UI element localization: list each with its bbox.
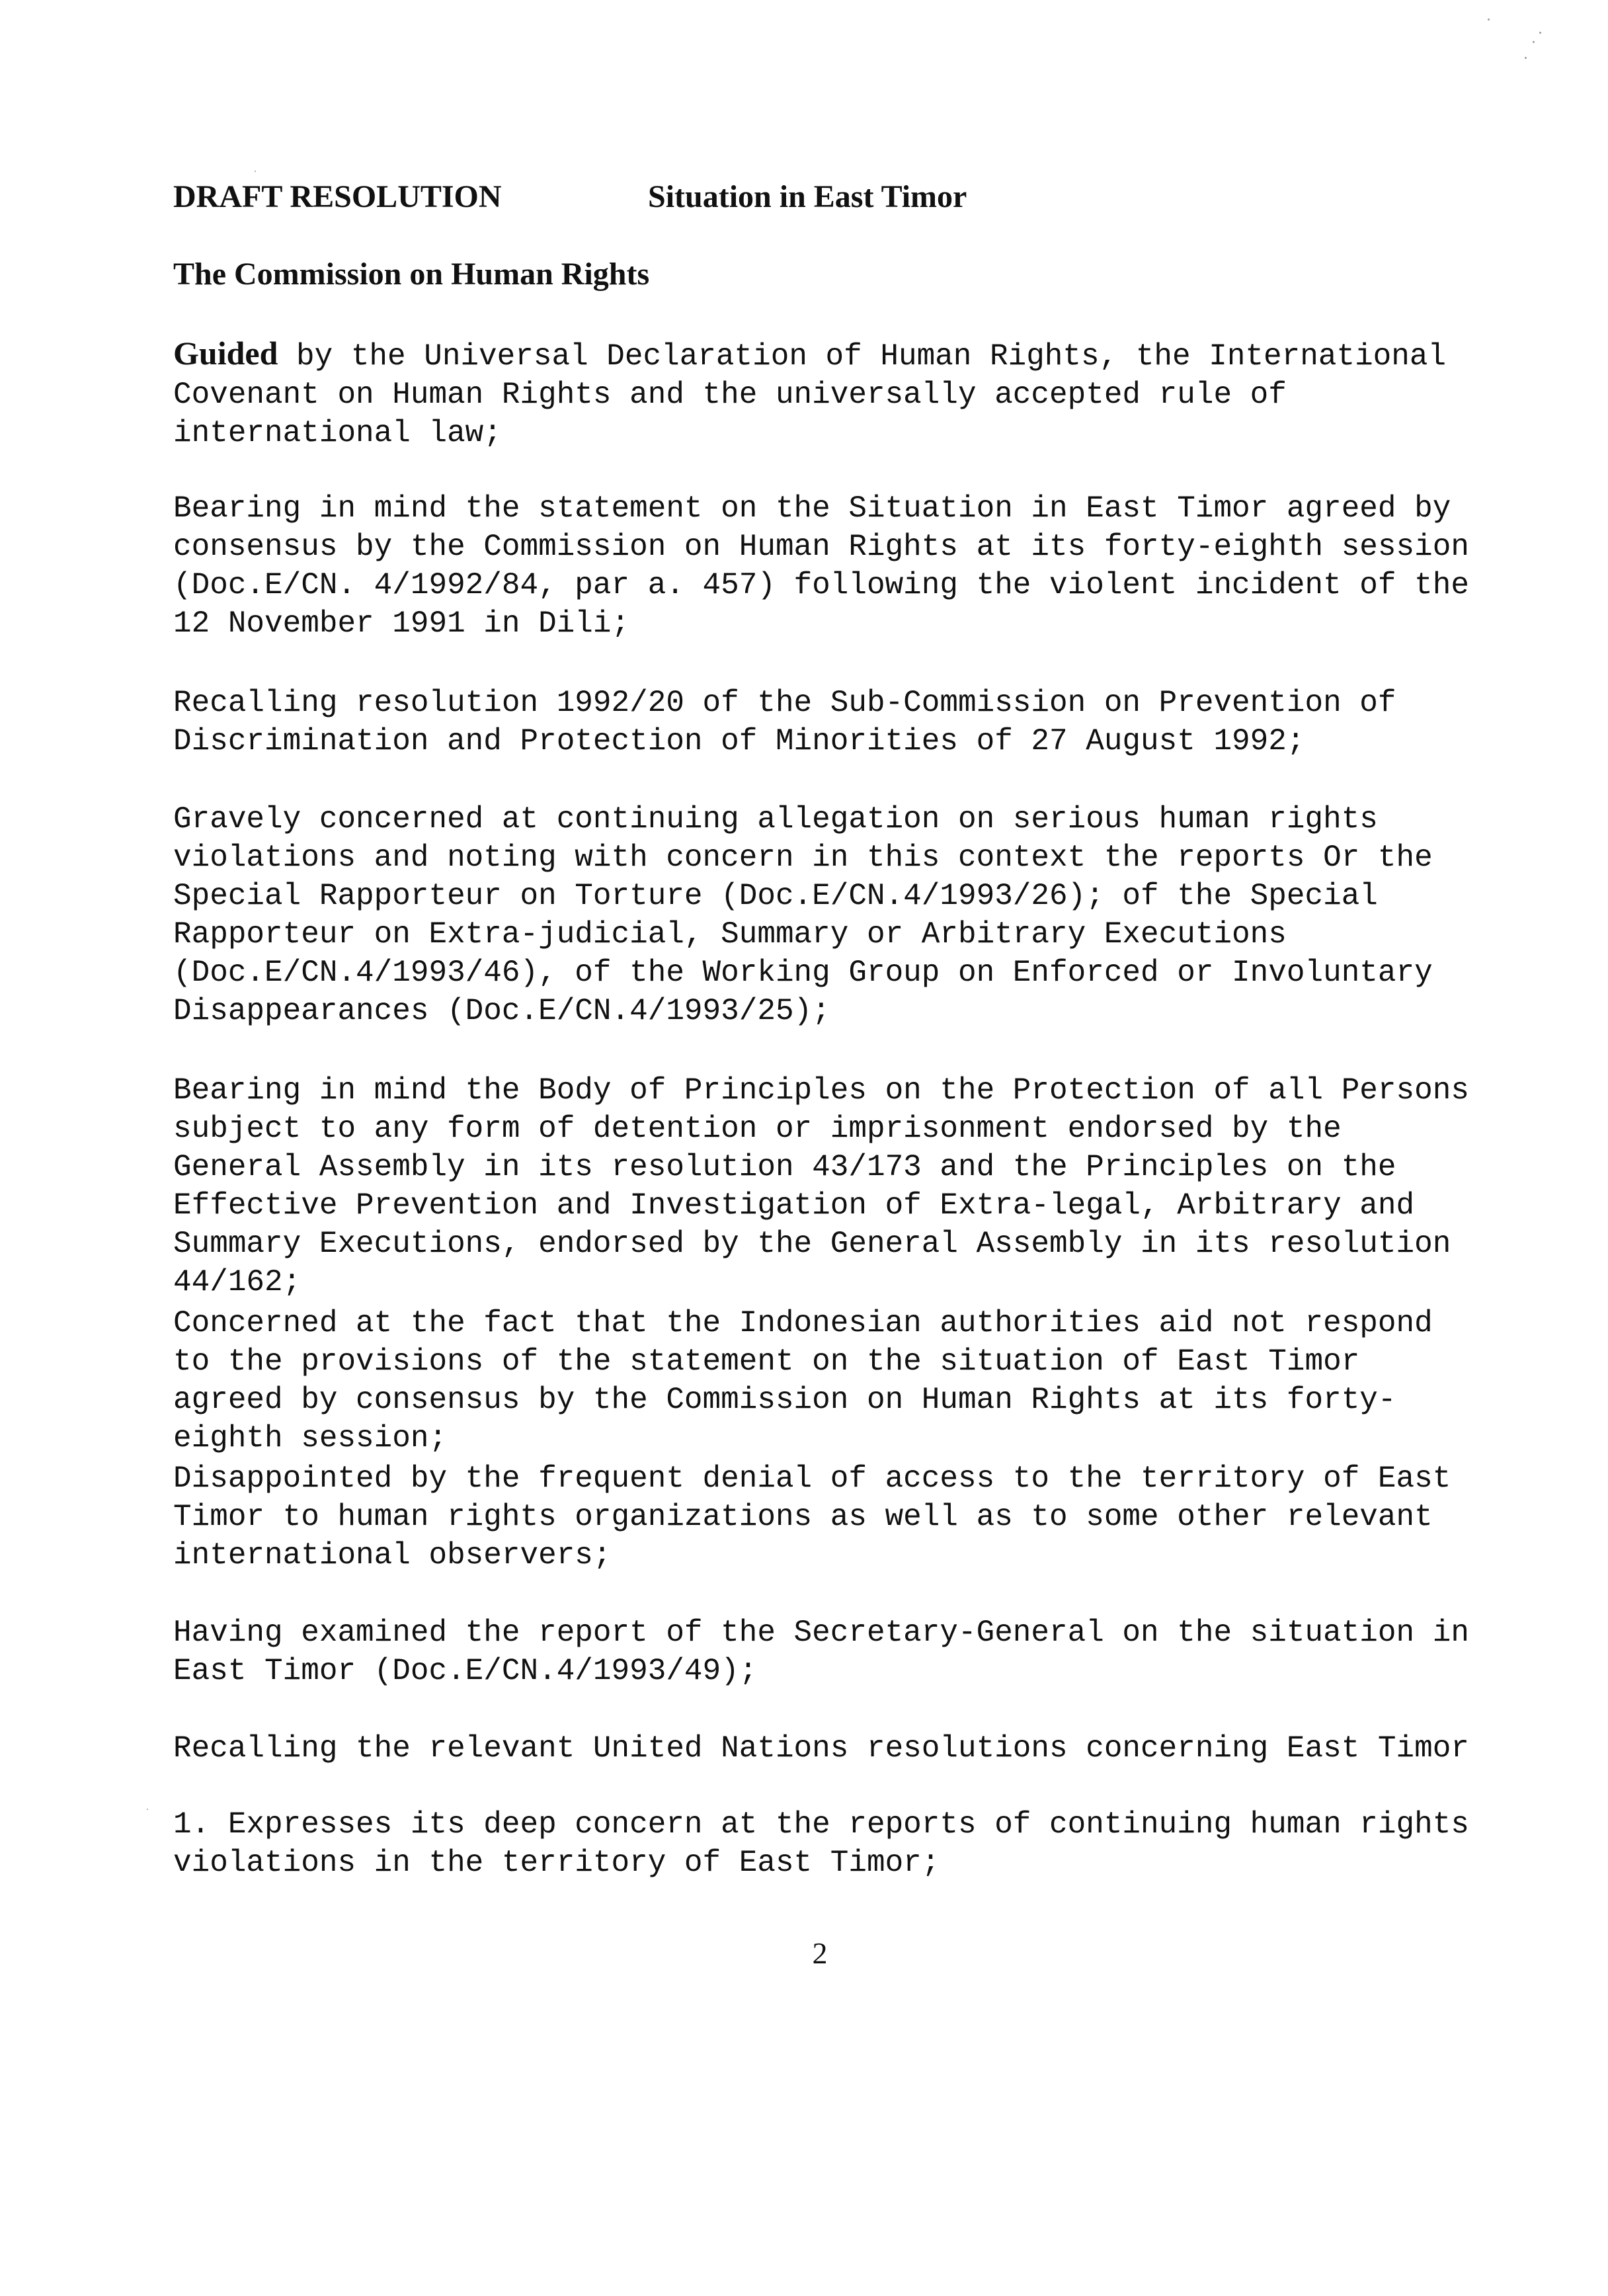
- paragraph-having-examined: Having examined the report of the Secretary-General on the situation in East Timor (Doc.E/CN.4/1993/49);: [173, 1616, 1469, 1688]
- paragraph-recalling-un: Recalling the relevant United Nations resolutions concerning East Timor: [173, 1731, 1469, 1766]
- paragraph-lead-word: Guided: [173, 335, 278, 372]
- document-heading: [173, 177, 967, 217]
- paragraph-recalling-resolution: Recalling resolution 1992/20 of the Sub-Commission on Prevention of Discrimination and Protection of Minorities of 27 August 1992;: [173, 686, 1396, 758]
- paragraph-disappointed: Disappointed by the frequent denial of access to the territory of East Timor to human rights organizations as well as to some other relevant international observers;: [173, 1461, 1451, 1573]
- paragraph-text: by the Universal Declaration of Human Rights, the International Covenant on Human Rights and the universally accepted rule of international law;: [173, 339, 1447, 450]
- scan-speck: [1539, 32, 1541, 34]
- commission-title: The Commission on Human Rights: [173, 257, 650, 292]
- paragraph-operative-1: 1. Expresses its deep concern at the reports of continuing human rights violations in the territory of East Timor;: [173, 1807, 1469, 1880]
- paragraph-guided: [173, 334, 1469, 452]
- paragraph-bearing-in-mind-statement: Bearing in mind the statement on the Situation in East Timor agreed by consensus by the Commission on Human Rights at its forty-eighth session (Doc.E/CN. 4/1992/84, par a. 457) following the violent incident of the 12 November 1991 in Dili;: [173, 491, 1469, 641]
- resolution-topic: Situation in East Timor: [648, 179, 967, 214]
- paragraph-body-of-principles: Bearing in mind the Body of Principles on the Protection of all Persons subject to any form of detention or imprisonment endorsed by the General Assembly in its resolution 43/173 and the Principles on the Effective Prevention and Investigation of Extra-legal, Arbitrary and Summary Executions, endorsed by the General Assembly in its resolution 44/162;: [173, 1073, 1469, 1299]
- scan-speck: [1533, 41, 1535, 43]
- draft-resolution-label: DRAFT RESOLUTION: [173, 179, 502, 214]
- paragraph-gravely-concerned: Gravely concerned at continuing allegation on serious human rights violations and noting with concern in this context the reports Or the Special Rapporteur on Torture (Doc.E/CN.4/1993/26); of the Special Rapporteur on Extra-judicial, Summary or Arbitrary Executions (Doc.E/CN.4/1993/46), of the Working Group on Enforced or Involuntary Disappearances (Doc.E/CN.4/1993/25);: [173, 802, 1433, 1028]
- scan-speck: [1488, 19, 1490, 20]
- paragraph-concerned-indonesian: Concerned at the fact that the Indonesian authorities aid not respond to the provisions of the statement on the situation of East Timor agreed by consensus by the Commission on Human Rights at its forty-eighth session;: [173, 1306, 1433, 1456]
- scan-speck: [255, 171, 256, 172]
- scan-speck: [147, 1809, 148, 1810]
- scan-speck: [1525, 57, 1527, 59]
- page-number: 2: [812, 1936, 828, 1970]
